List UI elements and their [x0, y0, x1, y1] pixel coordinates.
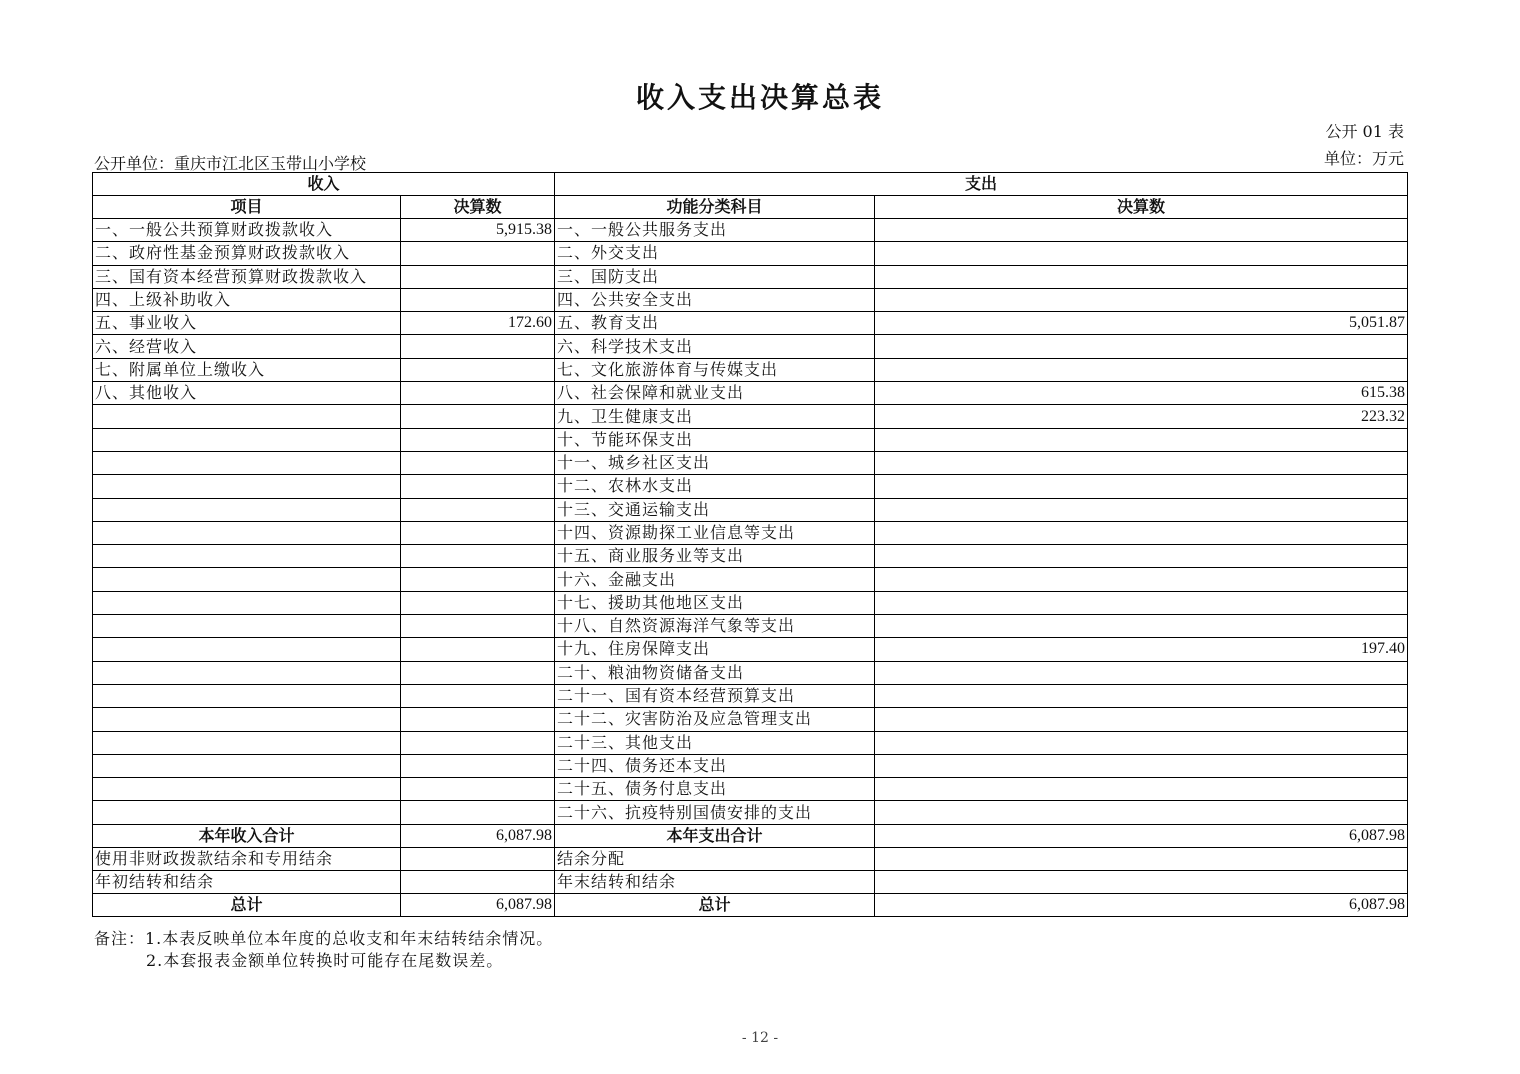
income-item-cell	[93, 615, 401, 638]
table-row	[93, 428, 1408, 451]
income-item-cell	[93, 731, 401, 754]
amount2-header: 决算数	[875, 196, 1408, 219]
income-item-cell: 七、附属单位上缴收入	[93, 358, 401, 381]
note-line-2: 2.本套报表金额单位转换时可能存在尾数误差。	[146, 951, 504, 970]
income-amount-cell	[401, 545, 555, 568]
expense-item-cell: 十四、资源勘探工业信息等支出	[555, 521, 875, 544]
expense-item-cell: 十、节能环保支出	[555, 428, 875, 451]
income-amount-cell: 6,087.98	[401, 824, 555, 847]
income-amount-cell	[401, 638, 555, 661]
income-item-cell	[93, 591, 401, 614]
income-item-cell	[93, 428, 401, 451]
table-row	[93, 521, 1408, 544]
table-row	[93, 754, 1408, 777]
amount-header: 决算数	[401, 196, 555, 219]
expense-amount-cell	[875, 498, 1408, 521]
table-row	[93, 708, 1408, 731]
income-amount-cell	[401, 428, 555, 451]
expense-amount-cell	[875, 615, 1408, 638]
func-category-header: 功能分类科目	[555, 196, 875, 219]
page-number: - 12 -	[741, 1030, 779, 1046]
expense-amount-cell	[875, 568, 1408, 591]
expense-amount-cell	[875, 684, 1408, 707]
table-row	[93, 778, 1408, 801]
expense-item-cell: 结余分配	[555, 847, 875, 870]
expense-amount-cell	[875, 591, 1408, 614]
income-amount-cell	[401, 498, 555, 521]
expense-amount-cell	[875, 754, 1408, 777]
expense-item-cell: 五、教育支出	[555, 312, 875, 335]
table-row	[93, 591, 1408, 614]
table-row	[93, 475, 1408, 498]
income-amount-cell	[401, 708, 555, 731]
income-header: 收入	[93, 173, 555, 196]
income-item-cell: 五、事业收入	[93, 312, 401, 335]
income-amount-cell	[401, 335, 555, 358]
expense-item-cell: 十八、自然资源海洋气象等支出	[555, 615, 875, 638]
expense-item-cell: 一、一般公共服务支出	[555, 219, 875, 242]
income-amount-cell	[401, 288, 555, 311]
income-amount-cell	[401, 475, 555, 498]
table-row	[93, 335, 1408, 358]
expense-amount-cell: 6,087.98	[875, 893, 1408, 916]
income-item-cell: 一、一般公共预算财政拨款收入	[93, 219, 401, 242]
expense-amount-cell: 197.40	[875, 638, 1408, 661]
income-item-cell	[93, 638, 401, 661]
organization-label: 公开单位：重庆市江北区玉带山小学校	[94, 154, 367, 173]
income-item-cell: 八、其他收入	[93, 382, 401, 405]
table-row	[93, 382, 1408, 405]
expense-item-cell: 十九、住房保障支出	[555, 638, 875, 661]
expense-item-cell: 二十五、债务付息支出	[555, 778, 875, 801]
income-amount-cell	[401, 847, 555, 870]
table-row	[93, 451, 1408, 474]
income-item-cell: 年初结转和结余	[93, 870, 401, 893]
table-row	[93, 661, 1408, 684]
notes	[94, 928, 553, 972]
table-row	[93, 684, 1408, 707]
income-amount-cell	[401, 591, 555, 614]
page-title: 收入支出决算总表	[635, 81, 884, 114]
income-item-cell	[93, 451, 401, 474]
note-line-1: 备注：1.本表反映单位本年度的总收支和年末结转结余情况。	[94, 929, 554, 948]
income-item-cell	[93, 475, 401, 498]
table-row	[93, 288, 1408, 311]
income-amount-cell	[401, 382, 555, 405]
expense-amount-cell	[875, 219, 1408, 242]
income-item-cell	[93, 521, 401, 544]
expense-amount-cell	[875, 801, 1408, 824]
expense-header: 支出	[555, 173, 1408, 196]
income-item-cell	[93, 754, 401, 777]
table-row	[93, 312, 1408, 335]
income-item-cell	[93, 708, 401, 731]
expense-amount-cell	[875, 545, 1408, 568]
income-amount-cell	[401, 265, 555, 288]
table-number: 公开 01 表	[1325, 122, 1404, 141]
income-amount-cell: 6,087.98	[401, 893, 555, 916]
table-row	[93, 498, 1408, 521]
table-row	[93, 870, 1408, 893]
income-item-cell	[93, 801, 401, 824]
table-row	[93, 638, 1408, 661]
table-row	[93, 242, 1408, 265]
expense-item-cell: 三、国防支出	[555, 265, 875, 288]
income-amount-cell	[401, 615, 555, 638]
expense-item-cell: 十三、交通运输支出	[555, 498, 875, 521]
income-item-cell: 使用非财政拨款结余和专用结余	[93, 847, 401, 870]
income-amount-cell	[401, 405, 555, 428]
expense-amount-cell	[875, 708, 1408, 731]
expense-amount-cell	[875, 335, 1408, 358]
income-amount-cell	[401, 801, 555, 824]
subtotal-row	[93, 824, 1408, 847]
income-amount-cell	[401, 731, 555, 754]
header-row-columns	[93, 196, 1408, 219]
income-amount-cell	[401, 242, 555, 265]
table-row	[93, 405, 1408, 428]
expense-item-cell: 十五、商业服务业等支出	[555, 545, 875, 568]
income-expense-table	[92, 172, 1408, 917]
table-row	[93, 801, 1408, 824]
expense-item-cell: 二十三、其他支出	[555, 731, 875, 754]
expense-amount-cell	[875, 288, 1408, 311]
expense-item-cell: 二十一、国有资本经营预算支出	[555, 684, 875, 707]
expense-item-cell: 十六、金融支出	[555, 568, 875, 591]
expense-item-cell: 十七、援助其他地区支出	[555, 591, 875, 614]
income-item-cell: 三、国有资本经营预算财政拨款收入	[93, 265, 401, 288]
header-row-top	[93, 173, 1408, 196]
income-item-cell	[93, 498, 401, 521]
income-amount-cell	[401, 754, 555, 777]
income-item-cell: 本年收入合计	[93, 824, 401, 847]
income-amount-cell	[401, 451, 555, 474]
income-amount-cell: 172.60	[401, 312, 555, 335]
income-item-cell	[93, 405, 401, 428]
income-amount-cell: 5,915.38	[401, 219, 555, 242]
expense-item-cell: 十二、农林水支出	[555, 475, 875, 498]
income-item-cell: 四、上级补助收入	[93, 288, 401, 311]
income-amount-cell	[401, 870, 555, 893]
income-item-cell: 六、经营收入	[93, 335, 401, 358]
expense-item-cell: 本年支出合计	[555, 824, 875, 847]
total-row	[93, 893, 1408, 916]
expense-amount-cell	[875, 242, 1408, 265]
expense-amount-cell	[875, 265, 1408, 288]
expense-amount-cell	[875, 661, 1408, 684]
income-amount-cell	[401, 661, 555, 684]
expense-amount-cell: 615.38	[875, 382, 1408, 405]
table-row	[93, 615, 1408, 638]
expense-item-cell: 八、社会保障和就业支出	[555, 382, 875, 405]
table-row	[93, 568, 1408, 591]
expense-item-cell: 四、公共安全支出	[555, 288, 875, 311]
expense-item-cell: 七、文化旅游体育与传媒支出	[555, 358, 875, 381]
expense-item-cell: 年末结转和结余	[555, 870, 875, 893]
expense-item-cell: 二十四、债务还本支出	[555, 754, 875, 777]
expense-amount-cell	[875, 731, 1408, 754]
expense-amount-cell	[875, 778, 1408, 801]
income-item-cell	[93, 545, 401, 568]
table-row	[93, 265, 1408, 288]
income-amount-cell	[401, 521, 555, 544]
income-item-cell	[93, 661, 401, 684]
income-item-cell: 总计	[93, 893, 401, 916]
item-header: 项目	[93, 196, 401, 219]
expense-item-cell: 十一、城乡社区支出	[555, 451, 875, 474]
income-item-cell	[93, 684, 401, 707]
expense-item-cell: 九、卫生健康支出	[555, 405, 875, 428]
income-amount-cell	[401, 358, 555, 381]
expense-item-cell: 六、科学技术支出	[555, 335, 875, 358]
table-row	[93, 358, 1408, 381]
income-amount-cell	[401, 778, 555, 801]
expense-amount-cell: 223.32	[875, 405, 1408, 428]
expense-amount-cell	[875, 358, 1408, 381]
unit-label: 单位：万元	[1323, 149, 1404, 168]
income-item-cell	[93, 778, 401, 801]
table-row	[93, 731, 1408, 754]
table-row	[93, 219, 1408, 242]
expense-amount-cell: 5,051.87	[875, 312, 1408, 335]
income-amount-cell	[401, 568, 555, 591]
expense-item-cell: 二十、粮油物资储备支出	[555, 661, 875, 684]
expense-item-cell: 二十六、抗疫特别国债安排的支出	[555, 801, 875, 824]
income-item-cell: 二、政府性基金预算财政拨款收入	[93, 242, 401, 265]
expense-amount-cell: 6,087.98	[875, 824, 1408, 847]
table-row	[93, 847, 1408, 870]
expense-amount-cell	[875, 451, 1408, 474]
expense-amount-cell	[875, 428, 1408, 451]
table-row	[93, 545, 1408, 568]
expense-item-cell: 二十二、灾害防治及应急管理支出	[555, 708, 875, 731]
expense-item-cell: 二、外交支出	[555, 242, 875, 265]
income-item-cell	[93, 568, 401, 591]
expense-amount-cell	[875, 847, 1408, 870]
expense-item-cell: 总计	[555, 893, 875, 916]
income-amount-cell	[401, 684, 555, 707]
expense-amount-cell	[875, 521, 1408, 544]
expense-amount-cell	[875, 475, 1408, 498]
expense-amount-cell	[875, 870, 1408, 893]
